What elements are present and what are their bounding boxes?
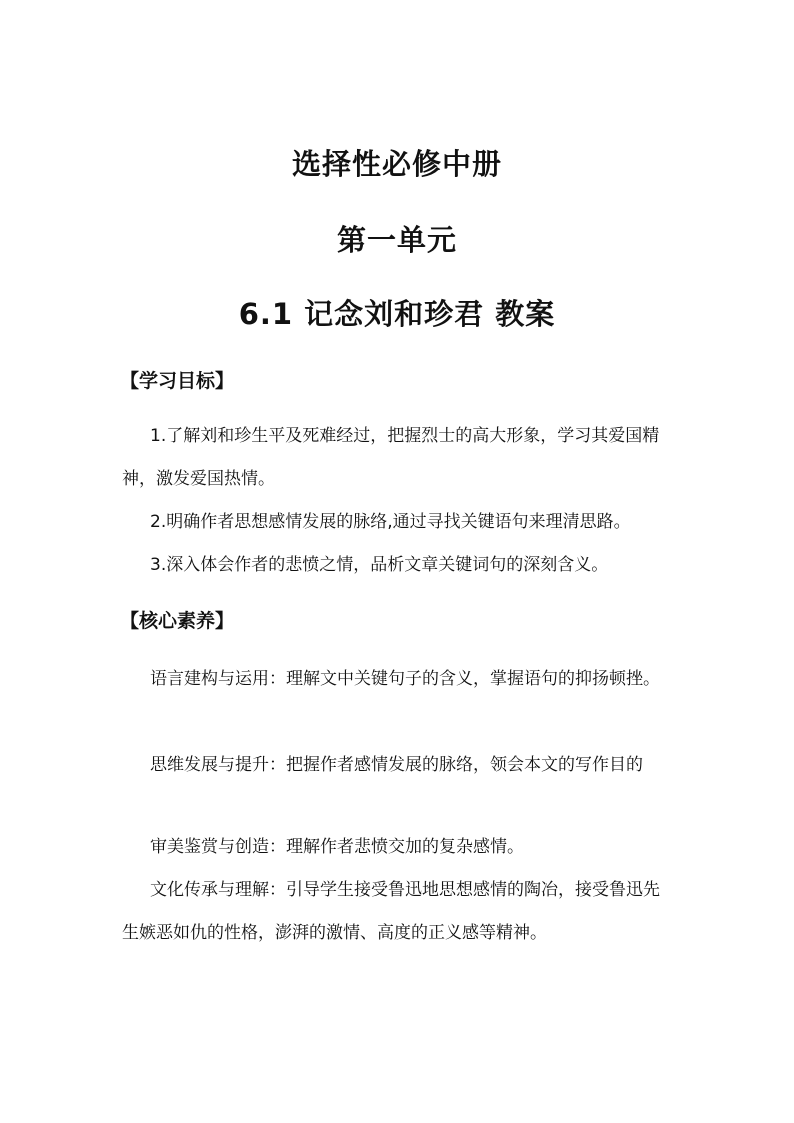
core-literacy-language: 语言建构与运用：理解文中关键句子的含义，掌握语句的抑扬顿挫。: [150, 669, 660, 689]
lesson-title: 6.1 记念刘和珍君 教案: [238, 297, 556, 331]
unit-title: 第一单元: [336, 223, 457, 257]
learning-objective-2: 2.明确作者思想感情发展的脉络,通过寻找关键语句来理清思路。: [150, 512, 631, 532]
core-literacy-aesthetics: 审美鉴赏与创造：理解作者悲愤交加的复杂感情。: [150, 837, 524, 857]
section-heading-learning-objectives: 【学习目标】: [120, 370, 235, 392]
book-title: 选择性必修中册: [291, 147, 502, 181]
section-heading-core-literacy: 【核心素养】: [120, 610, 235, 632]
core-literacy-culture: 文化传承与理解：引导学生接受鲁迅地思想感情的陶冶，接受鲁迅先生嫉恶如仇的性格，澎湃的激情、高度的正义感等精神。: [122, 880, 660, 943]
learning-objective-1: 1.了解刘和珍生平及死难经过，把握烈士的高大形象，学习其爱国精神，激发爱国热情。: [122, 426, 660, 489]
core-literacy-thinking: 思维发展与提升：把握作者感情发展的脉络，领会本文的写作目的: [150, 755, 643, 775]
learning-objective-3: 3.深入体会作者的悲愤之情，品析文章关键词句的深刻含义。: [150, 555, 609, 575]
